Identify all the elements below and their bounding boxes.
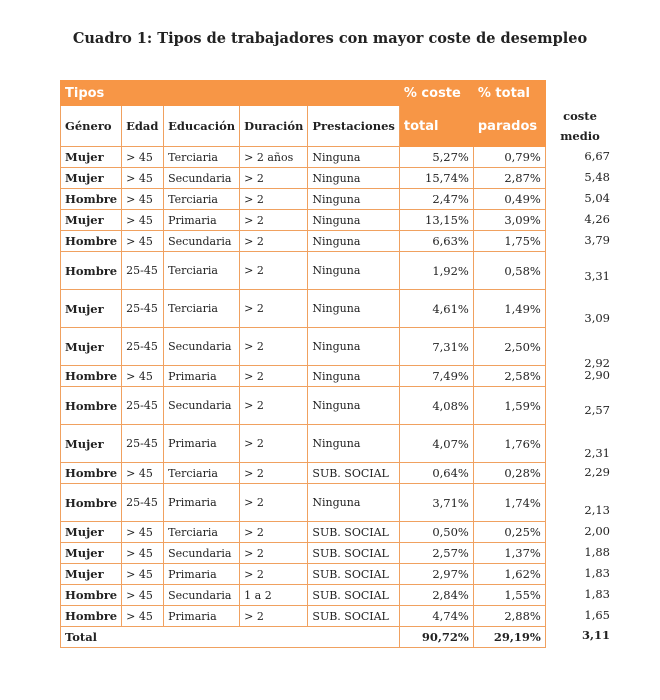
table-row: [61, 231, 546, 252]
cell-pct-coste: 2,57%: [399, 543, 473, 564]
table-row: [61, 328, 546, 366]
cell-edad: > 45: [122, 168, 164, 189]
cell-pct-parados: 0,58%: [473, 252, 545, 290]
cell-edad: > 45: [122, 463, 164, 484]
cell-edad: > 45: [122, 543, 164, 564]
cell-pct-parados: 0,28%: [473, 463, 545, 484]
table-row: [61, 189, 546, 210]
cell-educacion: Secundaria: [164, 168, 240, 189]
cell-genero: Mujer: [61, 147, 122, 168]
unemployment-cost-table: [60, 80, 546, 648]
table-row: [61, 147, 546, 168]
cell-prestaciones: Ninguna: [308, 252, 399, 290]
cell-genero: Mujer: [61, 543, 122, 564]
cell-pct-coste: 15,74%: [399, 168, 473, 189]
total-label: Total: [61, 627, 400, 648]
cell-educacion: Secundaria: [164, 543, 240, 564]
cell-edad: 25-45: [122, 484, 164, 522]
cell-duracion: > 2: [240, 522, 308, 543]
cell-pct-parados: 3,09%: [473, 210, 545, 231]
cell-pct-parados: 1,37%: [473, 543, 545, 564]
cell-edad: > 45: [122, 189, 164, 210]
cell-duracion: > 2: [240, 290, 308, 328]
cell-pct-parados: 1,76%: [473, 425, 545, 463]
coste-medio-value: 1,88: [584, 544, 610, 559]
header-pct-coste-bottom: total: [399, 106, 473, 147]
cell-edad: > 45: [122, 585, 164, 606]
cell-prestaciones: Ninguna: [308, 425, 399, 463]
total-pct-parados: 29,19%: [473, 627, 545, 648]
cell-prestaciones: Ninguna: [308, 328, 399, 366]
cell-genero: Mujer: [61, 328, 122, 366]
cell-genero: Hombre: [61, 606, 122, 627]
coste-medio-value: 3,31: [584, 269, 610, 283]
cell-duracion: > 2: [240, 543, 308, 564]
cell-educacion: Primaria: [164, 425, 240, 463]
cell-genero: Mujer: [61, 564, 122, 585]
cell-pct-coste: 13,15%: [399, 210, 473, 231]
header-coste-medio: [545, 106, 615, 146]
cell-edad: > 45: [122, 210, 164, 231]
coste-medio-value: 2,31: [584, 446, 610, 460]
table-row: [61, 463, 546, 484]
cell-pct-coste: 7,49%: [399, 366, 473, 387]
cell-educacion: Terciaria: [164, 463, 240, 484]
table-row: [61, 564, 546, 585]
cell-pct-parados: 1,59%: [473, 387, 545, 425]
cell-pct-parados: 2,58%: [473, 366, 545, 387]
cell-duracion: > 2: [240, 564, 308, 585]
cell-pct-parados: 2,87%: [473, 168, 545, 189]
cell-pct-parados: 1,49%: [473, 290, 545, 328]
header-tipos: Tipos: [61, 81, 400, 106]
cell-pct-parados: 2,88%: [473, 606, 545, 627]
cell-pct-coste: 2,97%: [399, 564, 473, 585]
header-pct-coste-top: % coste: [399, 81, 473, 106]
cell-pct-coste: 3,71%: [399, 484, 473, 522]
cell-genero: Hombre: [61, 231, 122, 252]
cell-prestaciones: Ninguna: [308, 366, 399, 387]
cell-educacion: Primaria: [164, 564, 240, 585]
cell-edad: 25-45: [122, 328, 164, 366]
cell-educacion: Terciaria: [164, 189, 240, 210]
coste-medio-value: 3,79: [584, 232, 610, 247]
cell-edad: 25-45: [122, 290, 164, 328]
cell-prestaciones: Ninguna: [308, 168, 399, 189]
cell-educacion: Terciaria: [164, 290, 240, 328]
cell-duracion: > 2: [240, 484, 308, 522]
cell-educacion: Primaria: [164, 366, 240, 387]
table-row: [61, 366, 546, 387]
cell-educacion: Terciaria: [164, 252, 240, 290]
cell-pct-coste: 2,84%: [399, 585, 473, 606]
cell-genero: Hombre: [61, 189, 122, 210]
header-row-top: [61, 81, 546, 106]
cell-genero: Hombre: [61, 252, 122, 290]
header-pct-total-top: % total: [473, 81, 545, 106]
coste-medio-value: 5,48: [584, 169, 610, 184]
header-coste-medio-top: coste: [563, 109, 597, 123]
header-prestaciones: Prestaciones: [308, 106, 399, 147]
header-edad: Edad: [122, 106, 164, 147]
cell-prestaciones: Ninguna: [308, 484, 399, 522]
cell-educacion: Secundaria: [164, 231, 240, 252]
table-row: [61, 168, 546, 189]
table-row: [61, 387, 546, 425]
cell-genero: Mujer: [61, 168, 122, 189]
cell-duracion: > 2: [240, 168, 308, 189]
cell-duracion: > 2: [240, 366, 308, 387]
cell-pct-coste: 7,31%: [399, 328, 473, 366]
coste-medio-value: 3,09: [584, 311, 610, 325]
cell-pct-parados: 1,74%: [473, 484, 545, 522]
cell-duracion: > 2: [240, 606, 308, 627]
cell-pct-coste: 6,63%: [399, 231, 473, 252]
coste-medio-value: 2,90: [584, 367, 610, 382]
cell-prestaciones: Ninguna: [308, 387, 399, 425]
cell-pct-parados: 1,62%: [473, 564, 545, 585]
cell-duracion: 1 a 2: [240, 585, 308, 606]
cell-educacion: Primaria: [164, 606, 240, 627]
cell-genero: Mujer: [61, 210, 122, 231]
coste-medio-value: 1,83: [584, 565, 610, 580]
header-row-bottom: [61, 106, 546, 147]
cell-duracion: > 2: [240, 231, 308, 252]
table-row: [61, 210, 546, 231]
cell-genero: Hombre: [61, 484, 122, 522]
cell-pct-parados: 0,49%: [473, 189, 545, 210]
cell-duracion: > 2: [240, 189, 308, 210]
cell-educacion: Secundaria: [164, 387, 240, 425]
cell-duracion: > 2: [240, 328, 308, 366]
cell-genero: Mujer: [61, 425, 122, 463]
cell-edad: > 45: [122, 522, 164, 543]
cell-genero: Hombre: [61, 463, 122, 484]
table-row: [61, 585, 546, 606]
cell-prestaciones: SUB. SOCIAL: [308, 606, 399, 627]
cell-pct-coste: 1,92%: [399, 252, 473, 290]
cell-genero: Hombre: [61, 387, 122, 425]
cell-prestaciones: Ninguna: [308, 147, 399, 168]
coste-medio-value: 4,26: [584, 211, 610, 226]
header-educacion: Educación: [164, 106, 240, 147]
table-row: [61, 484, 546, 522]
total-coste-medio: 3,11: [581, 628, 610, 642]
coste-medio-value: 1,65: [584, 607, 610, 622]
cell-genero: Hombre: [61, 585, 122, 606]
cell-pct-parados: 0,79%: [473, 147, 545, 168]
cell-pct-parados: 1,75%: [473, 231, 545, 252]
coste-medio-value: 2,13: [584, 503, 610, 517]
cell-pct-coste: 0,50%: [399, 522, 473, 543]
cell-prestaciones: Ninguna: [308, 189, 399, 210]
header-coste-medio-bottom: medio: [560, 129, 600, 143]
cell-pct-parados: 2,50%: [473, 328, 545, 366]
total-row: [61, 627, 546, 648]
coste-medio-value: 1,83: [584, 586, 610, 601]
cell-pct-coste: 4,61%: [399, 290, 473, 328]
cell-pct-coste: 4,74%: [399, 606, 473, 627]
table-row: [61, 425, 546, 463]
cell-pct-parados: 1,55%: [473, 585, 545, 606]
total-pct-coste: 90,72%: [399, 627, 473, 648]
cell-prestaciones: SUB. SOCIAL: [308, 564, 399, 585]
cell-prestaciones: Ninguna: [308, 210, 399, 231]
table-row: [61, 252, 546, 290]
cell-pct-coste: 4,08%: [399, 387, 473, 425]
cell-duracion: > 2: [240, 252, 308, 290]
coste-medio-value: 5,04: [584, 190, 610, 205]
cell-prestaciones: Ninguna: [308, 231, 399, 252]
coste-medio-value: 2,00: [584, 523, 610, 538]
table-row: [61, 290, 546, 328]
cell-edad: 25-45: [122, 387, 164, 425]
cell-pct-parados: 0,25%: [473, 522, 545, 543]
cell-pct-coste: 4,07%: [399, 425, 473, 463]
cell-edad: > 45: [122, 366, 164, 387]
cell-educacion: Secundaria: [164, 328, 240, 366]
cell-edad: > 45: [122, 606, 164, 627]
cell-pct-coste: 2,47%: [399, 189, 473, 210]
header-genero: Género: [61, 106, 122, 147]
cell-edad: > 45: [122, 564, 164, 585]
cell-genero: Mujer: [61, 522, 122, 543]
cell-pct-coste: 5,27%: [399, 147, 473, 168]
cell-prestaciones: Ninguna: [308, 290, 399, 328]
cell-duracion: > 2: [240, 210, 308, 231]
table-row: [61, 543, 546, 564]
cell-prestaciones: SUB. SOCIAL: [308, 463, 399, 484]
cell-genero: Hombre: [61, 366, 122, 387]
cell-educacion: Terciaria: [164, 522, 240, 543]
coste-medio-value: 2,92: [584, 356, 610, 370]
cell-pct-coste: 0,64%: [399, 463, 473, 484]
cell-prestaciones: SUB. SOCIAL: [308, 543, 399, 564]
header-pct-total-bottom: parados: [473, 106, 545, 147]
coste-medio-value: 2,57: [584, 403, 610, 417]
table-row: [61, 522, 546, 543]
cell-educacion: Primaria: [164, 484, 240, 522]
cell-duracion: > 2: [240, 387, 308, 425]
cell-prestaciones: SUB. SOCIAL: [308, 522, 399, 543]
coste-medio-value: 6,67: [584, 148, 610, 163]
cell-edad: > 45: [122, 147, 164, 168]
cell-educacion: Terciaria: [164, 147, 240, 168]
cell-edad: 25-45: [122, 425, 164, 463]
cell-educacion: Secundaria: [164, 585, 240, 606]
cell-edad: > 45: [122, 231, 164, 252]
cell-prestaciones: SUB. SOCIAL: [308, 585, 399, 606]
header-duracion: Duración: [240, 106, 308, 147]
cell-educacion: Primaria: [164, 210, 240, 231]
table-row: [61, 606, 546, 627]
cell-duracion: > 2: [240, 425, 308, 463]
cell-duracion: > 2 años: [240, 147, 308, 168]
coste-medio-value: 2,29: [584, 464, 610, 479]
cell-genero: Mujer: [61, 290, 122, 328]
cell-duracion: > 2: [240, 463, 308, 484]
cell-edad: 25-45: [122, 252, 164, 290]
table-caption: Cuadro 1: Tipos de trabajadores con mayor coste de desempleo: [72, 30, 588, 47]
